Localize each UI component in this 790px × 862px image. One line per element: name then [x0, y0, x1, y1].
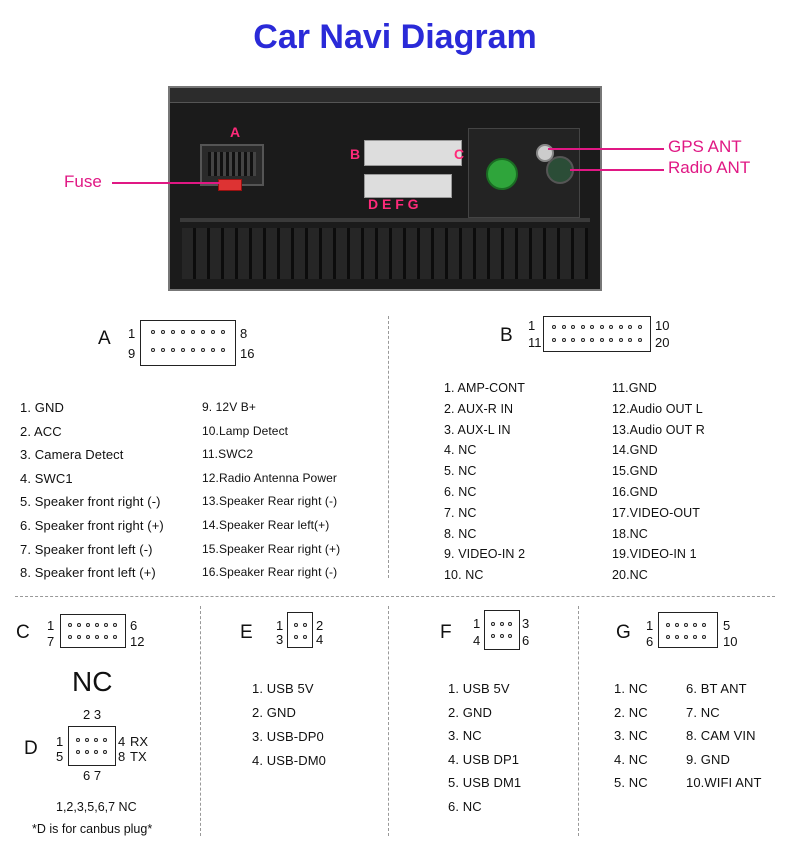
photo-label-defg: D E F G [368, 196, 419, 212]
connector-c-pin12: 12 [130, 634, 145, 649]
connector-d-g-plug [364, 174, 452, 198]
connector-a-pin-list-left [20, 396, 164, 585]
connector-d-pin8: 8 [118, 749, 126, 764]
list-item: 4. NC [444, 443, 477, 458]
list-item: 6. Speaker front right (+) [20, 517, 164, 533]
list-item: 12.Audio OUT L [612, 401, 703, 416]
connector-c-pin1: 1 [47, 618, 55, 633]
connector-b-letter: B [500, 325, 513, 346]
connector-f-pin4: 4 [473, 633, 481, 648]
connector-a-pin9: 9 [128, 346, 136, 361]
list-item: 13.Speaker Rear right (-) [202, 494, 338, 509]
connector-e-pin-list [252, 677, 326, 773]
list-item: 3. AUX-L IN [444, 422, 511, 437]
connector-d-pin23: 2 3 [83, 707, 102, 722]
connector-e-pin4: 4 [316, 632, 324, 647]
connector-c-nc: NC [72, 666, 113, 697]
connector-d-pin5: 5 [56, 749, 64, 764]
head-unit-photo [168, 86, 602, 291]
list-item: 7. Speaker front left (-) [20, 541, 153, 557]
list-item: 2. GND [252, 705, 296, 720]
connector-f-diagram [484, 610, 520, 650]
list-item: 3. NC [448, 728, 482, 744]
connector-c-pin6: 6 [130, 618, 138, 633]
connector-d-letter: D [24, 738, 38, 759]
list-item: 4. USB-DM0 [252, 753, 326, 768]
list-item: 7. NC [444, 505, 477, 520]
gps-ant-callout: GPS ANT [668, 137, 742, 156]
connector-g-pin5: 5 [723, 618, 731, 633]
connector-a-diagram [140, 320, 236, 366]
list-item: 1. GND [20, 400, 64, 415]
connector-g-pin-list-left [614, 677, 648, 795]
list-item: 18.NC [612, 526, 648, 541]
photo-label-b: B [350, 146, 361, 162]
list-item: 8. NC [444, 526, 477, 541]
connector-d-pin4: 4 [118, 734, 126, 749]
list-item: 2. AUX-R IN [444, 401, 514, 416]
list-item: 5. USB DM1 [448, 775, 522, 791]
list-item: 3. Camera Detect [20, 447, 124, 463]
connector-d-rx: RX [130, 734, 149, 749]
connector-a-pin-list-right [202, 396, 340, 585]
list-item: 19.VIDEO-IN 1 [612, 547, 697, 562]
list-item: 11.SWC2 [202, 447, 254, 462]
list-item: 11.GND [612, 381, 657, 395]
list-item: 3. NC [614, 728, 648, 744]
list-item: 6. NC [448, 798, 482, 814]
connector-d-note: 1,2,3,5,6,7 NC [56, 800, 137, 814]
list-item: 5. Speaker front right (-) [20, 494, 161, 510]
connector-e-pin1: 1 [276, 618, 284, 633]
connector-f-letter: F [440, 622, 452, 643]
green-sticker-icon [486, 158, 518, 190]
connector-b-pin-list-left [444, 378, 525, 586]
list-item: 15.GND [612, 464, 658, 479]
connector-e-diagram [287, 612, 313, 648]
connector-f-pin1: 1 [473, 616, 481, 631]
connector-g-pin-list-right [686, 677, 762, 795]
fuse-callout: Fuse [64, 172, 102, 191]
connector-a-pin16: 16 [240, 346, 255, 361]
photo-label-c: C [454, 146, 465, 162]
connector-a-pin8: 8 [240, 326, 248, 341]
list-item: 1. USB 5V [252, 681, 314, 696]
list-item: 2. ACC [20, 423, 62, 439]
list-item: 14.GND [612, 443, 658, 458]
list-item: 4. USB DP1 [448, 751, 520, 767]
list-item: 17.VIDEO-OUT [612, 505, 701, 520]
connector-e-pin2: 2 [316, 618, 324, 633]
connector-b-pin1: 1 [528, 318, 536, 333]
connector-g-diagram [658, 612, 718, 648]
connector-f-pin6: 6 [522, 633, 530, 648]
connector-b-pin20: 20 [655, 335, 670, 350]
connector-d-pin67: 6 7 [83, 768, 102, 783]
list-item: 5. NC [444, 464, 477, 479]
connector-d-footnote: *D is for canbus plug* [32, 822, 153, 836]
connector-f-pin3: 3 [522, 616, 530, 631]
list-item: 16.GND [612, 484, 658, 499]
list-item: 4. NC [614, 751, 648, 767]
list-item: 6. BT ANT [686, 681, 747, 696]
list-item: 1. AMP-CONT [444, 381, 525, 395]
radio-ant-callout: Radio ANT [668, 158, 751, 177]
photo-label-a: A [230, 124, 241, 140]
connector-c-pin7: 7 [47, 634, 55, 649]
list-item: 2. NC [614, 704, 648, 720]
list-item: 7. NC [686, 704, 720, 720]
connector-e-pin3: 3 [276, 632, 284, 647]
connector-d-pin1: 1 [56, 734, 64, 749]
list-item: 10.WIFI ANT [686, 775, 762, 791]
list-item: 9. 12V B+ [202, 400, 256, 414]
list-item: 1. USB 5V [448, 681, 510, 696]
connector-d-diagram [68, 726, 116, 766]
list-item: 3. USB-DP0 [252, 729, 324, 744]
list-item: 10. NC [444, 568, 484, 583]
list-item: 2. GND [448, 704, 492, 720]
list-item: 8. CAM VIN [686, 728, 756, 744]
list-item: 12.Radio Antenna Power [202, 470, 337, 485]
list-item: 14.Speaker Rear left(+) [202, 517, 330, 532]
connector-e-letter: E [240, 622, 253, 643]
connector-c-letter: C [16, 622, 30, 643]
list-item: 9. VIDEO-IN 2 [444, 547, 526, 562]
connector-f-pin-list [448, 677, 521, 819]
list-item: 4. SWC1 [20, 470, 73, 486]
list-item: 10.Lamp Detect [202, 423, 289, 438]
list-item: 16.Speaker Rear right (-) [202, 565, 338, 580]
list-item: 9. GND [686, 751, 730, 767]
list-item: 5. NC [614, 775, 648, 791]
connector-g-pin1: 1 [646, 618, 654, 633]
connector-b-pin-list-right [612, 378, 705, 586]
connector-b-pin10: 10 [655, 318, 670, 333]
connector-a-pin1: 1 [128, 326, 136, 341]
list-item: 13.Audio OUT R [612, 422, 705, 437]
list-item: 6. NC [444, 484, 477, 499]
list-item: 8. Speaker front left (+) [20, 565, 156, 581]
fuse-holder [218, 179, 242, 191]
list-item: 1. NC [614, 681, 648, 696]
connector-a-letter: A [98, 328, 111, 349]
page-title: Car Navi Diagram [253, 18, 537, 56]
connector-g-letter: G [616, 622, 631, 643]
connector-g-pin6: 6 [646, 634, 654, 649]
connector-b-pin11: 11 [528, 335, 542, 350]
connector-b-diagram [543, 316, 651, 352]
list-item: 15.Speaker Rear right (+) [202, 541, 341, 556]
connector-b-c-plug [364, 140, 465, 166]
connector-d-tx: TX [130, 749, 147, 764]
connector-c-diagram [60, 614, 126, 648]
connector-g-pin10: 10 [723, 634, 738, 649]
list-item: 20.NC [612, 568, 648, 583]
